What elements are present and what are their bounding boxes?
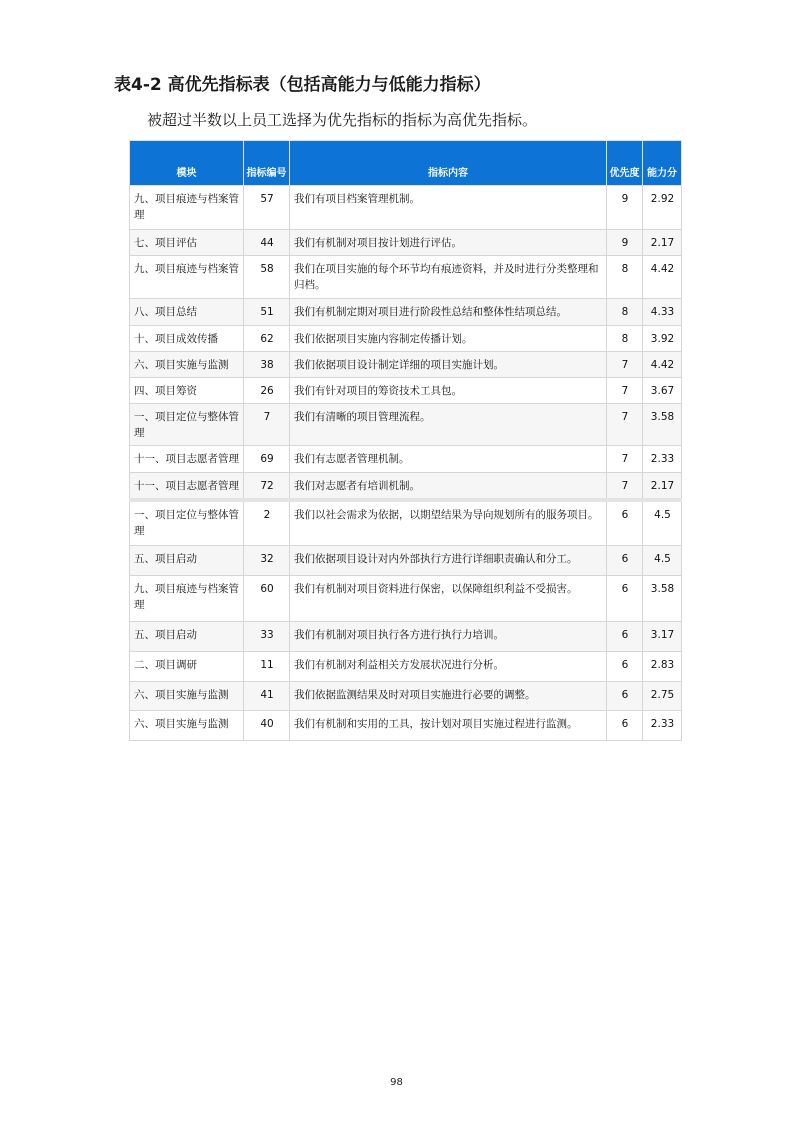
cell-index-no: 62: [244, 326, 290, 352]
header-index-no: 指标编号: [244, 141, 290, 186]
cell-module: 一、项目定位与整体管理: [130, 404, 244, 446]
table-row: [130, 404, 682, 446]
table-row: [130, 186, 682, 230]
cell-content: 我们依据监测结果及时对项目实施进行必要的调整。: [290, 682, 607, 711]
cell-ability: 4.33: [643, 299, 682, 326]
cell-content: 我们有机制定期对项目进行阶段性总结和整体性结项总结。: [290, 299, 607, 326]
cell-priority: 6: [607, 711, 643, 741]
cell-index-no: 38: [244, 352, 290, 378]
table-title: 表4-2 高优先指标表（包括高能力与低能力指标）: [114, 75, 491, 95]
cell-priority: 7: [607, 404, 643, 446]
cell-module: 四、项目筹资: [130, 378, 244, 404]
table-row: [130, 256, 682, 299]
cell-content: 我们有清晰的项目管理流程。: [290, 404, 607, 446]
cell-index-no: 72: [244, 473, 290, 500]
table-row: [130, 446, 682, 473]
cell-index-no: 44: [244, 230, 290, 256]
cell-module: 九、项目痕迹与档案管理: [130, 186, 244, 230]
cell-priority: 6: [607, 500, 643, 546]
cell-ability: 3.17: [643, 622, 682, 652]
cell-module: 六、项目实施与监测: [130, 682, 244, 711]
cell-module: 九、项目痕迹与档案管: [130, 256, 244, 299]
cell-priority: 9: [607, 186, 643, 230]
cell-priority: 6: [607, 682, 643, 711]
header-module: 模块: [130, 141, 244, 186]
page-number: 98: [390, 1077, 403, 1088]
cell-content: 我们有针对项目的筹资技术工具包。: [290, 378, 607, 404]
table-row: [130, 622, 682, 652]
cell-module: 二、项目调研: [130, 652, 244, 682]
cell-content: 我们依据项目设计对内外部执行方进行详细职责确认和分工。: [290, 546, 607, 576]
table-row: [130, 576, 682, 622]
cell-module: 八、项目总结: [130, 299, 244, 326]
cell-content: 我们有机制和实用的工具，按计划对项目实施过程进行监测。: [290, 711, 607, 741]
cell-priority: 8: [607, 299, 643, 326]
intro-text: 被超过半数以上员工选择为优先指标的指标为高优先指标。: [147, 111, 538, 129]
cell-index-no: 2: [244, 500, 290, 546]
header-priority: 优先度: [607, 141, 643, 186]
cell-content: 我们在项目实施的每个环节均有痕迹资料，并及时进行分类整理和归档。: [290, 256, 607, 299]
cell-module: 五、项目启动: [130, 546, 244, 576]
cell-module: 七、项目评估: [130, 230, 244, 256]
cell-ability: 2.83: [643, 652, 682, 682]
cell-content: 我们有机制对项目按计划进行评估。: [290, 230, 607, 256]
cell-ability: 4.42: [643, 352, 682, 378]
cell-index-no: 69: [244, 446, 290, 473]
cell-priority: 9: [607, 230, 643, 256]
cell-index-no: 40: [244, 711, 290, 741]
cell-priority: 7: [607, 352, 643, 378]
cell-ability: 3.67: [643, 378, 682, 404]
cell-content: 我们有机制对项目资料进行保密，以保障组织利益不受损害。: [290, 576, 607, 622]
cell-module: 九、项目痕迹与档案管理: [130, 576, 244, 622]
cell-ability: 2.33: [643, 711, 682, 741]
cell-ability: 3.92: [643, 326, 682, 352]
cell-content: 我们有项目档案管理机制。: [290, 186, 607, 230]
cell-ability: 4.5: [643, 546, 682, 576]
cell-priority: 7: [607, 446, 643, 473]
cell-ability: 2.92: [643, 186, 682, 230]
cell-content: 我们有机制对利益相关方发展状况进行分析。: [290, 652, 607, 682]
cell-module: 六、项目实施与监测: [130, 352, 244, 378]
cell-module: 一、项目定位与整体管理: [130, 500, 244, 546]
cell-content: 我们以社会需求为依据，以期望结果为导向规划所有的服务项目。: [290, 500, 607, 546]
cell-index-no: 32: [244, 546, 290, 576]
cell-content: 我们对志愿者有培训机制。: [290, 473, 607, 500]
cell-index-no: 57: [244, 186, 290, 230]
cell-ability: 2.75: [643, 682, 682, 711]
cell-ability: 2.33: [643, 446, 682, 473]
cell-ability: 3.58: [643, 576, 682, 622]
cell-module: 六、项目实施与监测: [130, 711, 244, 741]
cell-priority: 8: [607, 256, 643, 299]
table-row: [130, 500, 682, 546]
cell-content: 我们有机制对项目执行各方进行执行力培训。: [290, 622, 607, 652]
cell-ability: 4.42: [643, 256, 682, 299]
table-row: [130, 682, 682, 711]
cell-priority: 7: [607, 473, 643, 500]
cell-ability: 2.17: [643, 473, 682, 500]
cell-priority: 6: [607, 622, 643, 652]
cell-content: 我们依据项目实施内容制定传播计划。: [290, 326, 607, 352]
cell-priority: 6: [607, 546, 643, 576]
cell-ability: 3.58: [643, 404, 682, 446]
table-row: [130, 711, 682, 741]
cell-content: 我们依据项目设计制定详细的项目实施计划。: [290, 352, 607, 378]
table-row: [130, 230, 682, 256]
cell-priority: 6: [607, 576, 643, 622]
cell-priority: 6: [607, 652, 643, 682]
cell-index-no: 41: [244, 682, 290, 711]
cell-index-no: 58: [244, 256, 290, 299]
cell-priority: 7: [607, 378, 643, 404]
cell-index-no: 33: [244, 622, 290, 652]
table-header-row: [130, 141, 682, 186]
table-row: [130, 326, 682, 352]
table-row: [130, 352, 682, 378]
header-ability: 能力分: [643, 141, 682, 186]
cell-index-no: 7: [244, 404, 290, 446]
cell-index-no: 26: [244, 378, 290, 404]
cell-index-no: 11: [244, 652, 290, 682]
cell-module: 十一、项目志愿者管理: [130, 473, 244, 500]
cell-content: 我们有志愿者管理机制。: [290, 446, 607, 473]
table-row: [130, 378, 682, 404]
cell-index-no: 51: [244, 299, 290, 326]
cell-module: 五、项目启动: [130, 622, 244, 652]
table-row: [130, 473, 682, 500]
priority-index-table: [129, 140, 682, 741]
cell-priority: 8: [607, 326, 643, 352]
cell-module: 十、项目成效传播: [130, 326, 244, 352]
table-row: [130, 546, 682, 576]
table-row: [130, 652, 682, 682]
table-row: [130, 299, 682, 326]
cell-index-no: 60: [244, 576, 290, 622]
cell-module: 十一、项目志愿者管理: [130, 446, 244, 473]
cell-ability: 2.17: [643, 230, 682, 256]
header-content: 指标内容: [290, 141, 607, 186]
cell-ability: 4.5: [643, 500, 682, 546]
